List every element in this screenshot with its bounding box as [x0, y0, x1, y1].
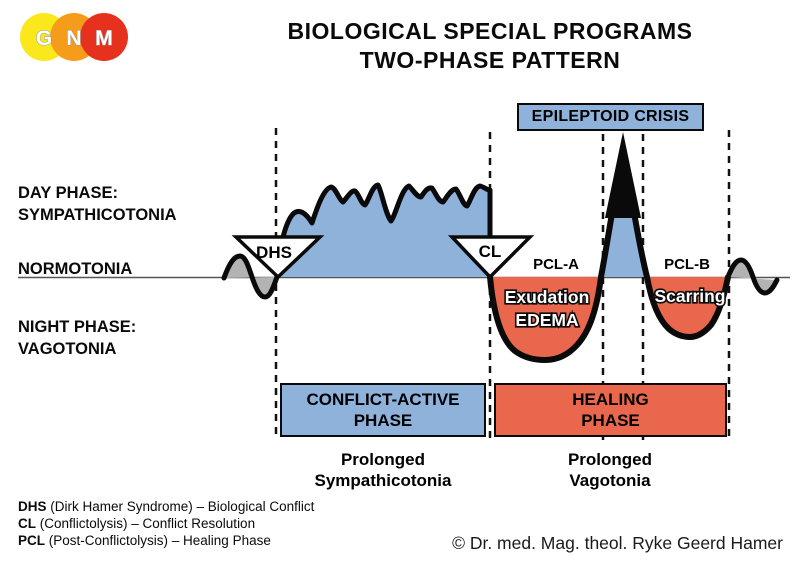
prolonged-symp-line2: Sympathicotonia	[314, 471, 452, 490]
gnm-logo	[20, 13, 128, 61]
pcl-a-label: PCL-A	[533, 256, 579, 273]
logo-letter-m: M	[95, 27, 113, 50]
healing-line1: HEALING	[572, 390, 649, 409]
prolonged-vago-line1: Prolonged	[567, 450, 653, 469]
exudation-label-line2: EDEMA	[515, 310, 579, 330]
prolonged-vago-line2: Vagotonia	[569, 471, 651, 490]
normotonia-label: NORMOTONIA	[18, 260, 133, 278]
exudation-label-line1: Exudation	[504, 287, 590, 307]
page-title-line2: TWO-PHASE PATTERN	[359, 47, 621, 73]
crisis-arrow	[605, 132, 641, 218]
day-phase-line1: DAY PHASE:	[18, 184, 118, 202]
logo-letter-n: N	[66, 27, 82, 50]
healing-phase-box	[494, 383, 727, 437]
scarring-label: Scarring	[654, 286, 726, 306]
legend-pcl-text: (Post-Conflictolysis) – Healing Phase	[45, 533, 271, 548]
legend-cl-abbr: CL	[18, 516, 36, 531]
legend-pcl-abbr: PCL	[18, 533, 45, 548]
copyright-line: © Dr. med. Mag. theol. Ryke Geerd Hamer	[452, 533, 783, 553]
legend-cl-text: (Conflictolysis) – Conflict Resolution	[36, 516, 256, 531]
day-phase-line2: SYMPATHICOTONIA	[18, 206, 177, 224]
dhs-label: DHS	[256, 243, 292, 262]
prolonged-sympathicotonia-label	[273, 449, 493, 491]
legend-dhs-line	[18, 498, 314, 515]
legend-dhs-text: (Dirk Hamer Syndrome) – Biological Conflict	[46, 499, 315, 514]
conflict-active-phase-box	[280, 383, 486, 437]
night-phase-line1: NIGHT PHASE:	[18, 318, 137, 336]
epileptoid-crisis-label: EPILEPTOID CRISIS	[531, 108, 690, 125]
logo-letter-g: G	[35, 27, 53, 50]
conflict-active-line1: CONFLICT-ACTIVE	[306, 390, 460, 409]
abbreviation-legend	[18, 498, 314, 549]
conflict-active-line2: PHASE	[353, 411, 413, 430]
legend-cl-line	[18, 515, 314, 532]
legend-pcl-line	[18, 532, 314, 549]
healing-line2: PHASE	[581, 411, 640, 430]
pcl-b-label: PCL-B	[664, 256, 710, 273]
page-title	[170, 17, 800, 75]
legend-dhs-abbr: DHS	[18, 499, 47, 514]
cl-label: CL	[478, 242, 502, 261]
night-phase-label	[18, 316, 136, 360]
epileptoid-crisis-box	[517, 103, 704, 131]
prolonged-symp-line1: Prolonged	[340, 450, 426, 469]
page-title-line1: BIOLOGICAL SPECIAL PROGRAMS	[287, 18, 693, 44]
night-phase-line2: VAGOTONIA	[18, 340, 117, 358]
day-phase-label	[18, 182, 177, 226]
prolonged-vagotonia-label	[500, 449, 720, 491]
